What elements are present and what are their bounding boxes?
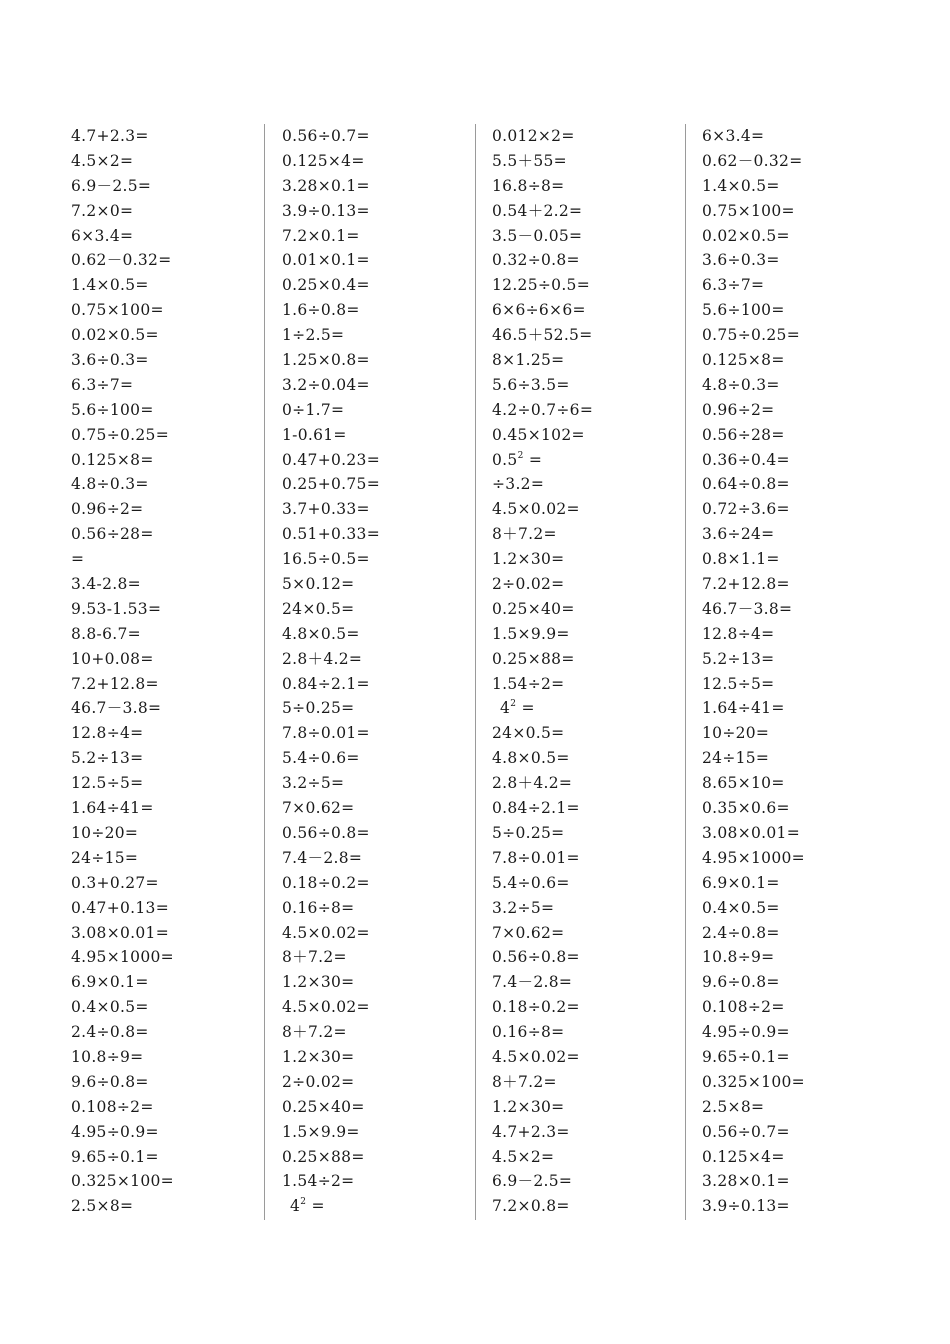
problem-line: 0.62－0.32=: [702, 151, 803, 170]
problem-line: 1.2×30=: [492, 550, 565, 569]
problem-line: 1.54÷2=: [282, 1172, 355, 1191]
problem-line: 0.108÷2=: [702, 998, 785, 1017]
problem-line: 5÷0.25=: [282, 699, 355, 718]
problem-line: 3.7+0.33=: [282, 500, 370, 519]
problem-line: 2.8＋4.2=: [492, 774, 573, 793]
problem-line: 0.108÷2=: [71, 1097, 154, 1116]
problem-line: 3.2÷5=: [492, 898, 555, 917]
problem-line: 3.9÷0.13=: [702, 1197, 790, 1216]
problem-line: 1-0.61=: [282, 425, 347, 444]
problem-line: 4.5×2=: [492, 1147, 555, 1166]
column-divider: [264, 124, 265, 1220]
problem-line: 9.53-1.53=: [71, 599, 162, 618]
problem-line: 0.47+0.13=: [71, 898, 169, 917]
problem-line: 0.3+0.27=: [71, 873, 159, 892]
problem-line: 0.02×0.5=: [702, 226, 790, 245]
problem-line: 0.35×0.6=: [702, 799, 790, 818]
problem-line: 7×0.62=: [282, 799, 355, 818]
problem-line: 10÷20=: [702, 724, 770, 743]
problem-line: 9.65÷0.1=: [71, 1147, 159, 1166]
problem-line: 3.4-2.8=: [71, 575, 141, 594]
problem-line: 1.25×0.8=: [282, 351, 370, 370]
problem-column-4: [702, 124, 805, 1219]
problem-line: 46.5＋52.5=: [492, 326, 593, 345]
problem-line: 0.62－0.32=: [71, 251, 172, 270]
problem-line: 2.5×8=: [71, 1197, 134, 1216]
problem-line: 8.65×10=: [702, 774, 785, 793]
problem-line: 12.25÷0.5=: [492, 276, 590, 295]
problem-line: 8.8-6.7=: [71, 624, 141, 643]
problem-line: 1.2×30=: [282, 973, 355, 992]
problem-line: 7.2×0.1=: [282, 226, 360, 245]
problem-line: 0÷1.7=: [282, 400, 345, 419]
problem-line: 1÷2.5=: [282, 326, 345, 345]
problem-line: 7.4－2.8=: [282, 848, 363, 867]
problem-line: 0.8×1.1=: [702, 550, 780, 569]
problem-line: 0.18÷0.2=: [282, 873, 370, 892]
problem-line: 5.2÷13=: [702, 649, 775, 668]
problem-line: 0.4×0.5=: [71, 998, 149, 1017]
problem-line: 0.325×100=: [71, 1172, 174, 1191]
problem-line: 0.72÷3.6=: [702, 500, 790, 519]
problem-line: 0.125×4=: [702, 1147, 785, 1166]
problem-line: ÷3.2=: [492, 475, 545, 494]
problem-line: 4.7+2.3=: [492, 1122, 570, 1141]
problem-line: 5.6÷100=: [71, 400, 154, 419]
problem-line: 0.25×88=: [492, 649, 575, 668]
problem-line: 0.18÷0.2=: [492, 998, 580, 1017]
problem-line: 6.9×0.1=: [702, 873, 780, 892]
problem-line: 0.45×102=: [492, 425, 585, 444]
problem-line: 0.84÷2.1=: [282, 674, 370, 693]
problem-line: $4^2$ =: [282, 1197, 325, 1216]
problem-line: 7×0.62=: [492, 923, 565, 942]
problem-line: 24÷15=: [702, 749, 770, 768]
problem-line: 3.08×0.01=: [702, 823, 800, 842]
problem-line: 0.25×88=: [282, 1147, 365, 1166]
problem-line: 7.2+12.8=: [702, 575, 790, 594]
problem-line: 7.2+12.8=: [71, 674, 159, 693]
problem-line: 7.2×0=: [71, 201, 134, 220]
problem-line: 4.8×0.5=: [282, 624, 360, 643]
problem-line: 7.2×0.8=: [492, 1197, 570, 1216]
problem-line: 6×3.4=: [71, 226, 134, 245]
problem-line: 0.56÷0.7=: [282, 127, 370, 145]
problem-line: 3.28×0.1=: [702, 1172, 790, 1191]
problem-line: 1.64÷41=: [71, 799, 154, 818]
problem-line: 0.96÷2=: [702, 400, 775, 419]
problem-line: 12.5÷5=: [702, 674, 775, 693]
problem-column-2: [282, 124, 380, 1219]
problem-line: 5×0.12=: [282, 575, 355, 594]
problem-line: 0.325×100=: [702, 1072, 805, 1091]
problem-line: 2.4÷0.8=: [702, 923, 780, 942]
problem-line: 0.54＋2.2=: [492, 201, 583, 220]
problem-line: 3.6÷24=: [702, 525, 775, 544]
problem-line: 0.25+0.75=: [282, 475, 380, 494]
problem-line: 0.25×40=: [282, 1097, 365, 1116]
problem-line: 0.32÷0.8=: [492, 251, 580, 270]
problem-line: 0.125×8=: [702, 351, 785, 370]
problem-line: 0.75÷0.25=: [71, 425, 169, 444]
problem-line: 24÷15=: [71, 848, 139, 867]
problem-line: 4.5×0.02=: [282, 923, 370, 942]
problem-line: 6.9－2.5=: [71, 176, 152, 195]
problem-line: 46.7－3.8=: [702, 599, 793, 618]
problem-line: 4.95÷0.9=: [702, 1023, 790, 1042]
problem-line: 2.8＋4.2=: [282, 649, 363, 668]
problem-line: 2.4÷0.8=: [71, 1023, 149, 1042]
problem-line: 7.8÷0.01=: [492, 848, 580, 867]
problem-line: 3.28×0.1=: [282, 176, 370, 195]
problem-line: 6.3÷7=: [702, 276, 765, 295]
problem-line: $0.5^2$ =: [492, 450, 543, 469]
problem-line: 0.75÷0.25=: [702, 326, 800, 345]
problem-line: 8×1.25=: [492, 351, 565, 370]
problem-line: 6.9－2.5=: [492, 1172, 573, 1191]
problem-line: 2.5×8=: [702, 1097, 765, 1116]
problem-line: 0.16÷8=: [492, 1023, 565, 1042]
problem-line: 3.08×0.01=: [71, 923, 169, 942]
problem-line: 3.5－0.05=: [492, 226, 583, 245]
problem-line: 8＋7.2=: [282, 1023, 347, 1042]
problem-line: 1.54÷2=: [492, 674, 565, 693]
problem-line: 2÷0.02=: [492, 575, 565, 594]
problem-line: 0.56÷0.8=: [492, 948, 580, 967]
problem-line: 46.7－3.8=: [71, 699, 162, 718]
problem-line: 0.125×8=: [71, 450, 154, 469]
problem-line: 1.5×9.9=: [492, 624, 570, 643]
problem-line: 0.84÷2.1=: [492, 799, 580, 818]
problem-line: 6.9×0.1=: [71, 973, 149, 992]
problem-line: 6×3.4=: [702, 127, 765, 145]
problem-line: 0.25×0.4=: [282, 276, 370, 295]
problem-line: 1.6÷0.8=: [282, 301, 360, 320]
problem-line: 3.9÷0.13=: [282, 201, 370, 220]
problem-line: 0.56÷28=: [71, 525, 154, 544]
problem-line: 24×0.5=: [492, 724, 565, 743]
problem-line: 0.25×40=: [492, 599, 575, 618]
problem-line: 9.65÷0.1=: [702, 1047, 790, 1066]
problem-line: 16.8÷8=: [492, 176, 565, 195]
problem-line: 0.64÷0.8=: [702, 475, 790, 494]
problem-line: 12.8÷4=: [702, 624, 775, 643]
problem-line: 9.6÷0.8=: [702, 973, 780, 992]
problem-line: 12.5÷5=: [71, 774, 144, 793]
problem-line: 7.8÷0.01=: [282, 724, 370, 743]
problem-line: 4.95×1000=: [702, 848, 805, 867]
problem-line: 3.2÷5=: [282, 774, 345, 793]
problem-line: 10÷20=: [71, 823, 139, 842]
problem-line: 0.56÷0.8=: [282, 823, 370, 842]
problem-line: 4.8÷0.3=: [702, 375, 780, 394]
column-divider: [475, 124, 476, 1220]
problem-line: 5.4÷0.6=: [492, 873, 570, 892]
problem-line: 4.7+2.3=: [71, 127, 149, 145]
problem-line: 4.5×0.02=: [492, 1047, 580, 1066]
column-divider: [685, 124, 686, 1220]
problem-line: 0.16÷8=: [282, 898, 355, 917]
problem-line: 16.5÷0.5=: [282, 550, 370, 569]
problem-line: 12.8÷4=: [71, 724, 144, 743]
problem-line: 0.51+0.33=: [282, 525, 380, 544]
problem-column-1: [71, 124, 174, 1219]
problem-line: 0.56÷0.7=: [702, 1122, 790, 1141]
problem-line: 3.6÷0.3=: [702, 251, 780, 270]
problem-line: 4.95÷0.9=: [71, 1122, 159, 1141]
problem-line: 4.8×0.5=: [492, 749, 570, 768]
problem-line: 10.8÷9=: [71, 1047, 144, 1066]
problem-line: 0.36÷0.4=: [702, 450, 790, 469]
problem-line: 1.4×0.5=: [702, 176, 780, 195]
problem-line: 0.01×0.1=: [282, 251, 370, 270]
problem-line: 0.75×100=: [702, 201, 795, 220]
problem-line: 10.8÷9=: [702, 948, 775, 967]
problem-column-3: [492, 124, 593, 1219]
problem-line: 8＋7.2=: [282, 948, 347, 967]
problem-line: 5÷0.25=: [492, 823, 565, 842]
problem-line: $4^2$ =: [492, 699, 535, 718]
problem-line: 4.5×0.02=: [492, 500, 580, 519]
problem-line: 0.56÷28=: [702, 425, 785, 444]
problem-line: 8＋7.2=: [492, 525, 557, 544]
problem-line: 1.2×30=: [282, 1047, 355, 1066]
problem-line: 5.5＋55=: [492, 151, 567, 170]
problem-line: 5.6÷100=: [702, 301, 785, 320]
problem-line: 4.95×1000=: [71, 948, 174, 967]
problem-line: 0.96÷2=: [71, 500, 144, 519]
problem-line: 0.012×2=: [492, 127, 575, 145]
problem-line: 4.8÷0.3=: [71, 475, 149, 494]
problem-line: 24×0.5=: [282, 599, 355, 618]
problem-line: 3.6÷0.3=: [71, 351, 149, 370]
problem-line: 5.4÷0.6=: [282, 749, 360, 768]
problem-line: 1.4×0.5=: [71, 276, 149, 295]
problem-line: 1.5×9.9=: [282, 1122, 360, 1141]
problem-line: 0.125×4=: [282, 151, 365, 170]
problem-line: 4.5×0.02=: [282, 998, 370, 1017]
problem-line: 6.3÷7=: [71, 375, 134, 394]
problem-line: 3.2÷0.04=: [282, 375, 370, 394]
problem-line: 0.4×0.5=: [702, 898, 780, 917]
problem-line: 5.2÷13=: [71, 749, 144, 768]
problem-line: 2÷0.02=: [282, 1072, 355, 1091]
problem-line: 0.02×0.5=: [71, 326, 159, 345]
problem-line: 1.2×30=: [492, 1097, 565, 1116]
problem-line: 4.2÷0.7÷6=: [492, 400, 594, 419]
problem-line: =: [71, 550, 85, 569]
problem-line: 7.4－2.8=: [492, 973, 573, 992]
problem-line: 10+0.08=: [71, 649, 154, 668]
problem-line: 5.6÷3.5=: [492, 375, 570, 394]
problem-line: 1.64÷41=: [702, 699, 785, 718]
problem-line: 0.47+0.23=: [282, 450, 380, 469]
problem-line: 9.6÷0.8=: [71, 1072, 149, 1091]
problem-line: 0.75×100=: [71, 301, 164, 320]
problem-line: 6×6÷6×6=: [492, 301, 586, 320]
problem-line: 4.5×2=: [71, 151, 134, 170]
problem-line: 8＋7.2=: [492, 1072, 557, 1091]
